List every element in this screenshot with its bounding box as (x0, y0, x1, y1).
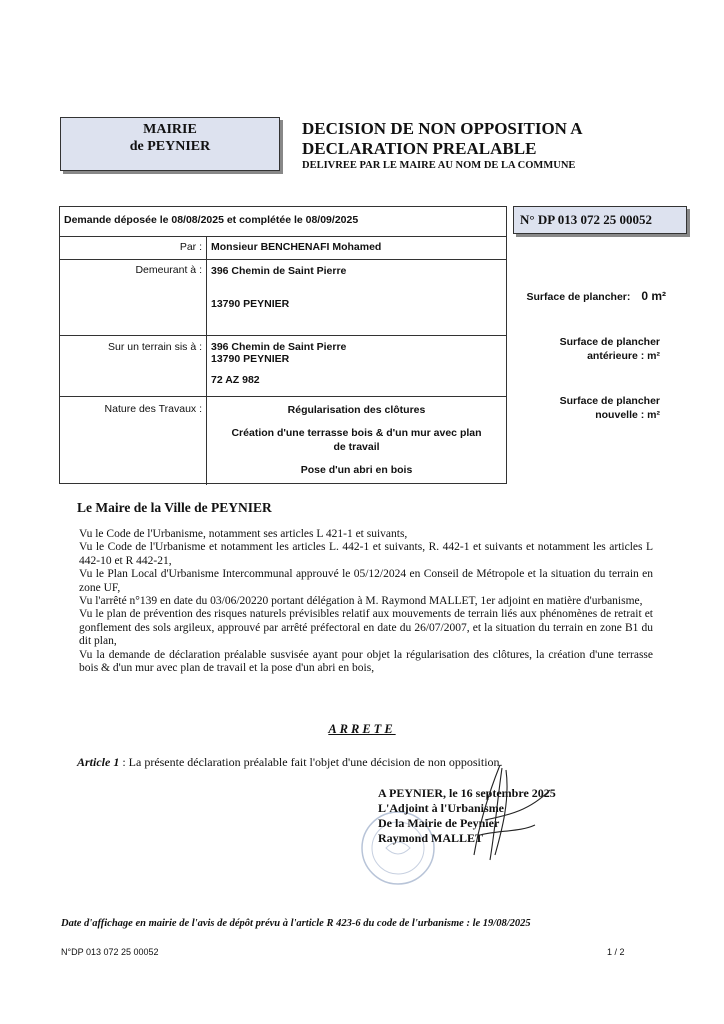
dp-number-box: N° DP 013 072 25 00052 (513, 206, 687, 234)
handwritten-signature (440, 760, 560, 870)
signature-mairie: De la Mairie de Peynier (378, 816, 500, 830)
arrete-heading: ARRETE (328, 722, 396, 736)
row-terrain (60, 335, 506, 397)
nature-line-4: Pose d'un abri en bois (300, 464, 413, 476)
signature-place-date: A PEYNIER, le 16 septembre 2025 (378, 786, 556, 800)
row-nature (60, 396, 506, 485)
surface-nouvelle-value: nouvelle : m² (595, 409, 660, 421)
visa-3: Vu le Plan Local d'Urbanisme Intercommunal approuvé le 05/12/2024 en Conseil de Métropole et la situation du terrain en zone UF, (79, 568, 653, 594)
surface-plancher-label: Surface de plancher: (526, 291, 631, 303)
visa-5: Vu le plan de prévention des risques naturels prévisibles relatif aux mouvements de terrain liés aux phénomènes de retrait et gonflement des sols argileux, approuvé par arrêté préfectoral en date du 26/07/2007, et la situation du terrain en zone B1 du dit plan, (79, 608, 653, 648)
row-par (60, 236, 506, 260)
signature-role: L'Adjoint à l'Urbanisme (378, 801, 505, 815)
visas (79, 528, 653, 675)
article-1 (77, 755, 503, 770)
affichage-date: Date d'affichage en mairie de l'avis de dépôt prévu à l'article R 423-6 du code de l'urbanisme : le 19/08/2025 (61, 918, 531, 929)
mairie-box (60, 117, 280, 171)
document-title (302, 119, 702, 159)
demeurant-label: Demeurant à : (135, 264, 202, 276)
article-1-label: Article 1 (77, 755, 120, 769)
visa-1: Vu le Code de l'Urbanisme, notamment ses articles L 421-1 et suivants, (79, 528, 408, 540)
par-label: Par : (179, 241, 202, 253)
request-table (59, 206, 507, 484)
title-line-2: DECLARATION PREALABLE (302, 139, 537, 158)
article-1-text: : La présente déclaration préalable fait l'objet d'une décision de non opposition. (119, 755, 503, 769)
mairie-label: MAIRIE (143, 122, 197, 137)
visa-6: Vu la demande de déclaration préalable susvisée ayant pour objet la régularisation des clôtures, la création d'une terrasse bois & d'un mur avec plan de travail et la pose d'un abri en bois, (79, 648, 653, 675)
surface-anterieure (500, 335, 660, 363)
document-subtitle: DELIVREE PAR LE MAIRE AU NOM DE LA COMMUNE (302, 160, 576, 171)
demeurant-line-2: 13790 PEYNIER (211, 298, 290, 310)
maire-heading: Le Maire de la Ville de PEYNIER (77, 500, 272, 515)
row-demeurant (60, 259, 506, 336)
visa-4: Vu l'arrêté n°139 en date du 03/06/20220 portant délégation à M. Raymond MALLET, 1er adjoint en matière d'urbanisme, (79, 595, 643, 608)
surface-anterieure-value: antérieure : m² (587, 350, 660, 362)
nature-line-2: Création d'une terrasse bois & d'un mur avec plan (231, 427, 482, 439)
deposit-date: Demande déposée le 08/08/2025 et complétée le 08/09/2025 (64, 214, 359, 226)
terrain-line-2: 13790 PEYNIER (211, 353, 290, 365)
terrain-line-1: 396 Chemin de Saint Pierre (211, 341, 347, 353)
nature-line-1: Régularisation des clôtures (287, 404, 426, 416)
par-value: Monsieur BENCHENAFI Mohamed (211, 241, 382, 253)
surface-plancher (500, 289, 666, 304)
surface-anterieure-label: Surface de plancher (559, 336, 660, 348)
surface-plancher-value: 0 m² (641, 289, 666, 303)
surface-nouvelle (500, 394, 660, 422)
nature-label: Nature des Travaux : (104, 403, 202, 415)
mairie-town: de PEYNIER (129, 139, 211, 154)
demeurant-line-1: 396 Chemin de Saint Pierre (211, 265, 347, 277)
page-number: 1 / 2 (607, 947, 625, 957)
nature-line-3: de travail (333, 441, 380, 453)
terrain-label: Sur un terrain sis à : (108, 341, 202, 353)
visa-2: Vu le Code de l'Urbanisme et notamment les articles L. 442-1 et suivants, R. 442-1 et suivants et notamment les articles L 442-10 et R 442-21, (79, 541, 653, 567)
signature-name: Raymond MALLET (378, 831, 484, 845)
terrain-parcel: 72 AZ 982 (211, 374, 260, 386)
title-line-1: DECISION DE NON OPPOSITION A (302, 119, 583, 138)
surface-nouvelle-label: Surface de plancher (559, 395, 660, 407)
footer-reference: N°DP 013 072 25 00052 (61, 947, 159, 957)
